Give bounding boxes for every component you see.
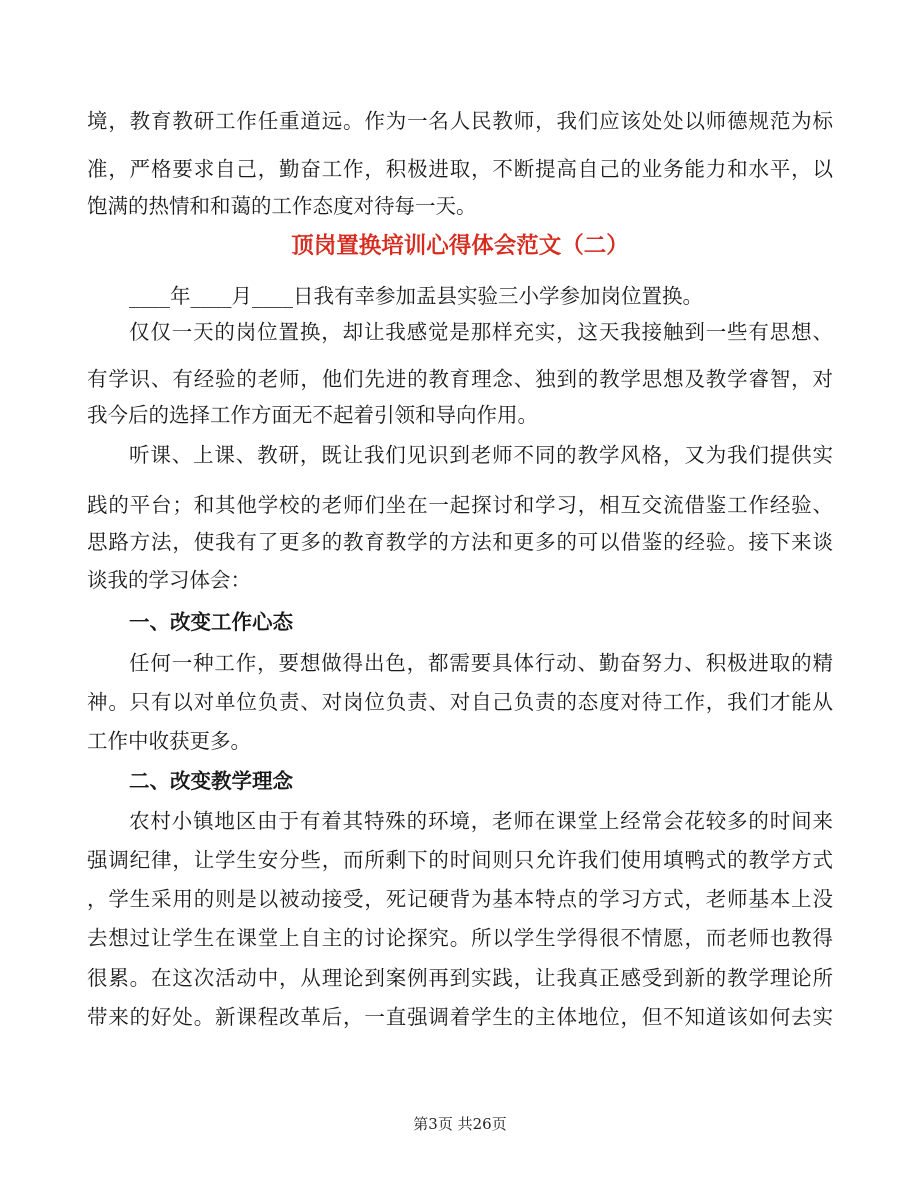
body-line: 我今后的选择工作方面无不起着引领和导向作用。: [87, 403, 538, 427]
body-line: 农村小镇地区由于有着其特殊的环境，老师在课堂上经常会花较多的时间来: [129, 809, 833, 833]
body-line: 仅仅一天的岗位置换，却让我感觉是那样充实，这天我接触到一些有思想、: [129, 320, 833, 344]
subheading: 二、改变教学理念: [129, 769, 293, 793]
body-line: 神。只有以对单位负责、对岗位负责、对自己负责的态度对待工作，我们才能从: [87, 690, 833, 714]
body-line: ____年____月____日我有幸参加盂县实验三小学参加岗位置换。: [129, 284, 703, 308]
body-line: 谈我的学习体会：: [87, 568, 251, 592]
body-line: 饱满的热情和和蔼的工作态度对待每一天。: [87, 194, 477, 218]
body-line: 听课、上课、教研，既让我们见识到老师不同的教学风格，又为我们提供实: [129, 443, 833, 467]
body-line: ，学生采用的则是以被动接受，死记硬背为基本特点的学习方式，老师基本上没: [87, 887, 833, 911]
subheading: 一、改变工作心态: [129, 610, 293, 634]
body-line: 境，教育教研工作任重道远。作为一名人民教师，我们应该处处以师德规范为标: [87, 109, 833, 133]
section-title: 顶岗置换培训心得体会范文（二）: [291, 233, 629, 259]
body-line: 思路方法，使我有了更多的教育教学的方法和更多的可以借鉴的经验。接下来谈: [87, 530, 833, 554]
page-footer: 第3页 共26页: [413, 1115, 507, 1133]
body-line: 带来的好处。新课程改革后，一直强调着学生的主体地位，但不知道该如何去实: [87, 1005, 833, 1029]
body-line: 准，严格要求自己，勤奋工作，积极进取，不断提高自己的业务能力和水平，以: [87, 157, 833, 181]
body-line: 任何一种工作，要想做得出色，都需要具体行动、勤奋努力、积极进取的精: [129, 651, 833, 675]
body-line: 有学识、有经验的老师，他们先进的教育理念、独到的教学思想及教学睿智，对: [87, 367, 833, 391]
body-line: 很累。在这次活动中，从理论到案例再到实践，让我真正感受到新的教学理论所: [87, 966, 833, 990]
body-line: 践的平台；和其他学校的老师们坐在一起探讨和学习，相互交流借鉴工作经验、: [87, 493, 833, 517]
body-line: 强调纪律，让学生安分些，而所剩下的时间则只允许我们使用填鸭式的教学方式: [87, 848, 833, 872]
body-line: 去想过让学生在课堂上自主的讨论探究。所以学生学得很不情愿，而老师也教得: [87, 926, 833, 950]
body-line: 工作中收获更多。: [87, 729, 251, 753]
